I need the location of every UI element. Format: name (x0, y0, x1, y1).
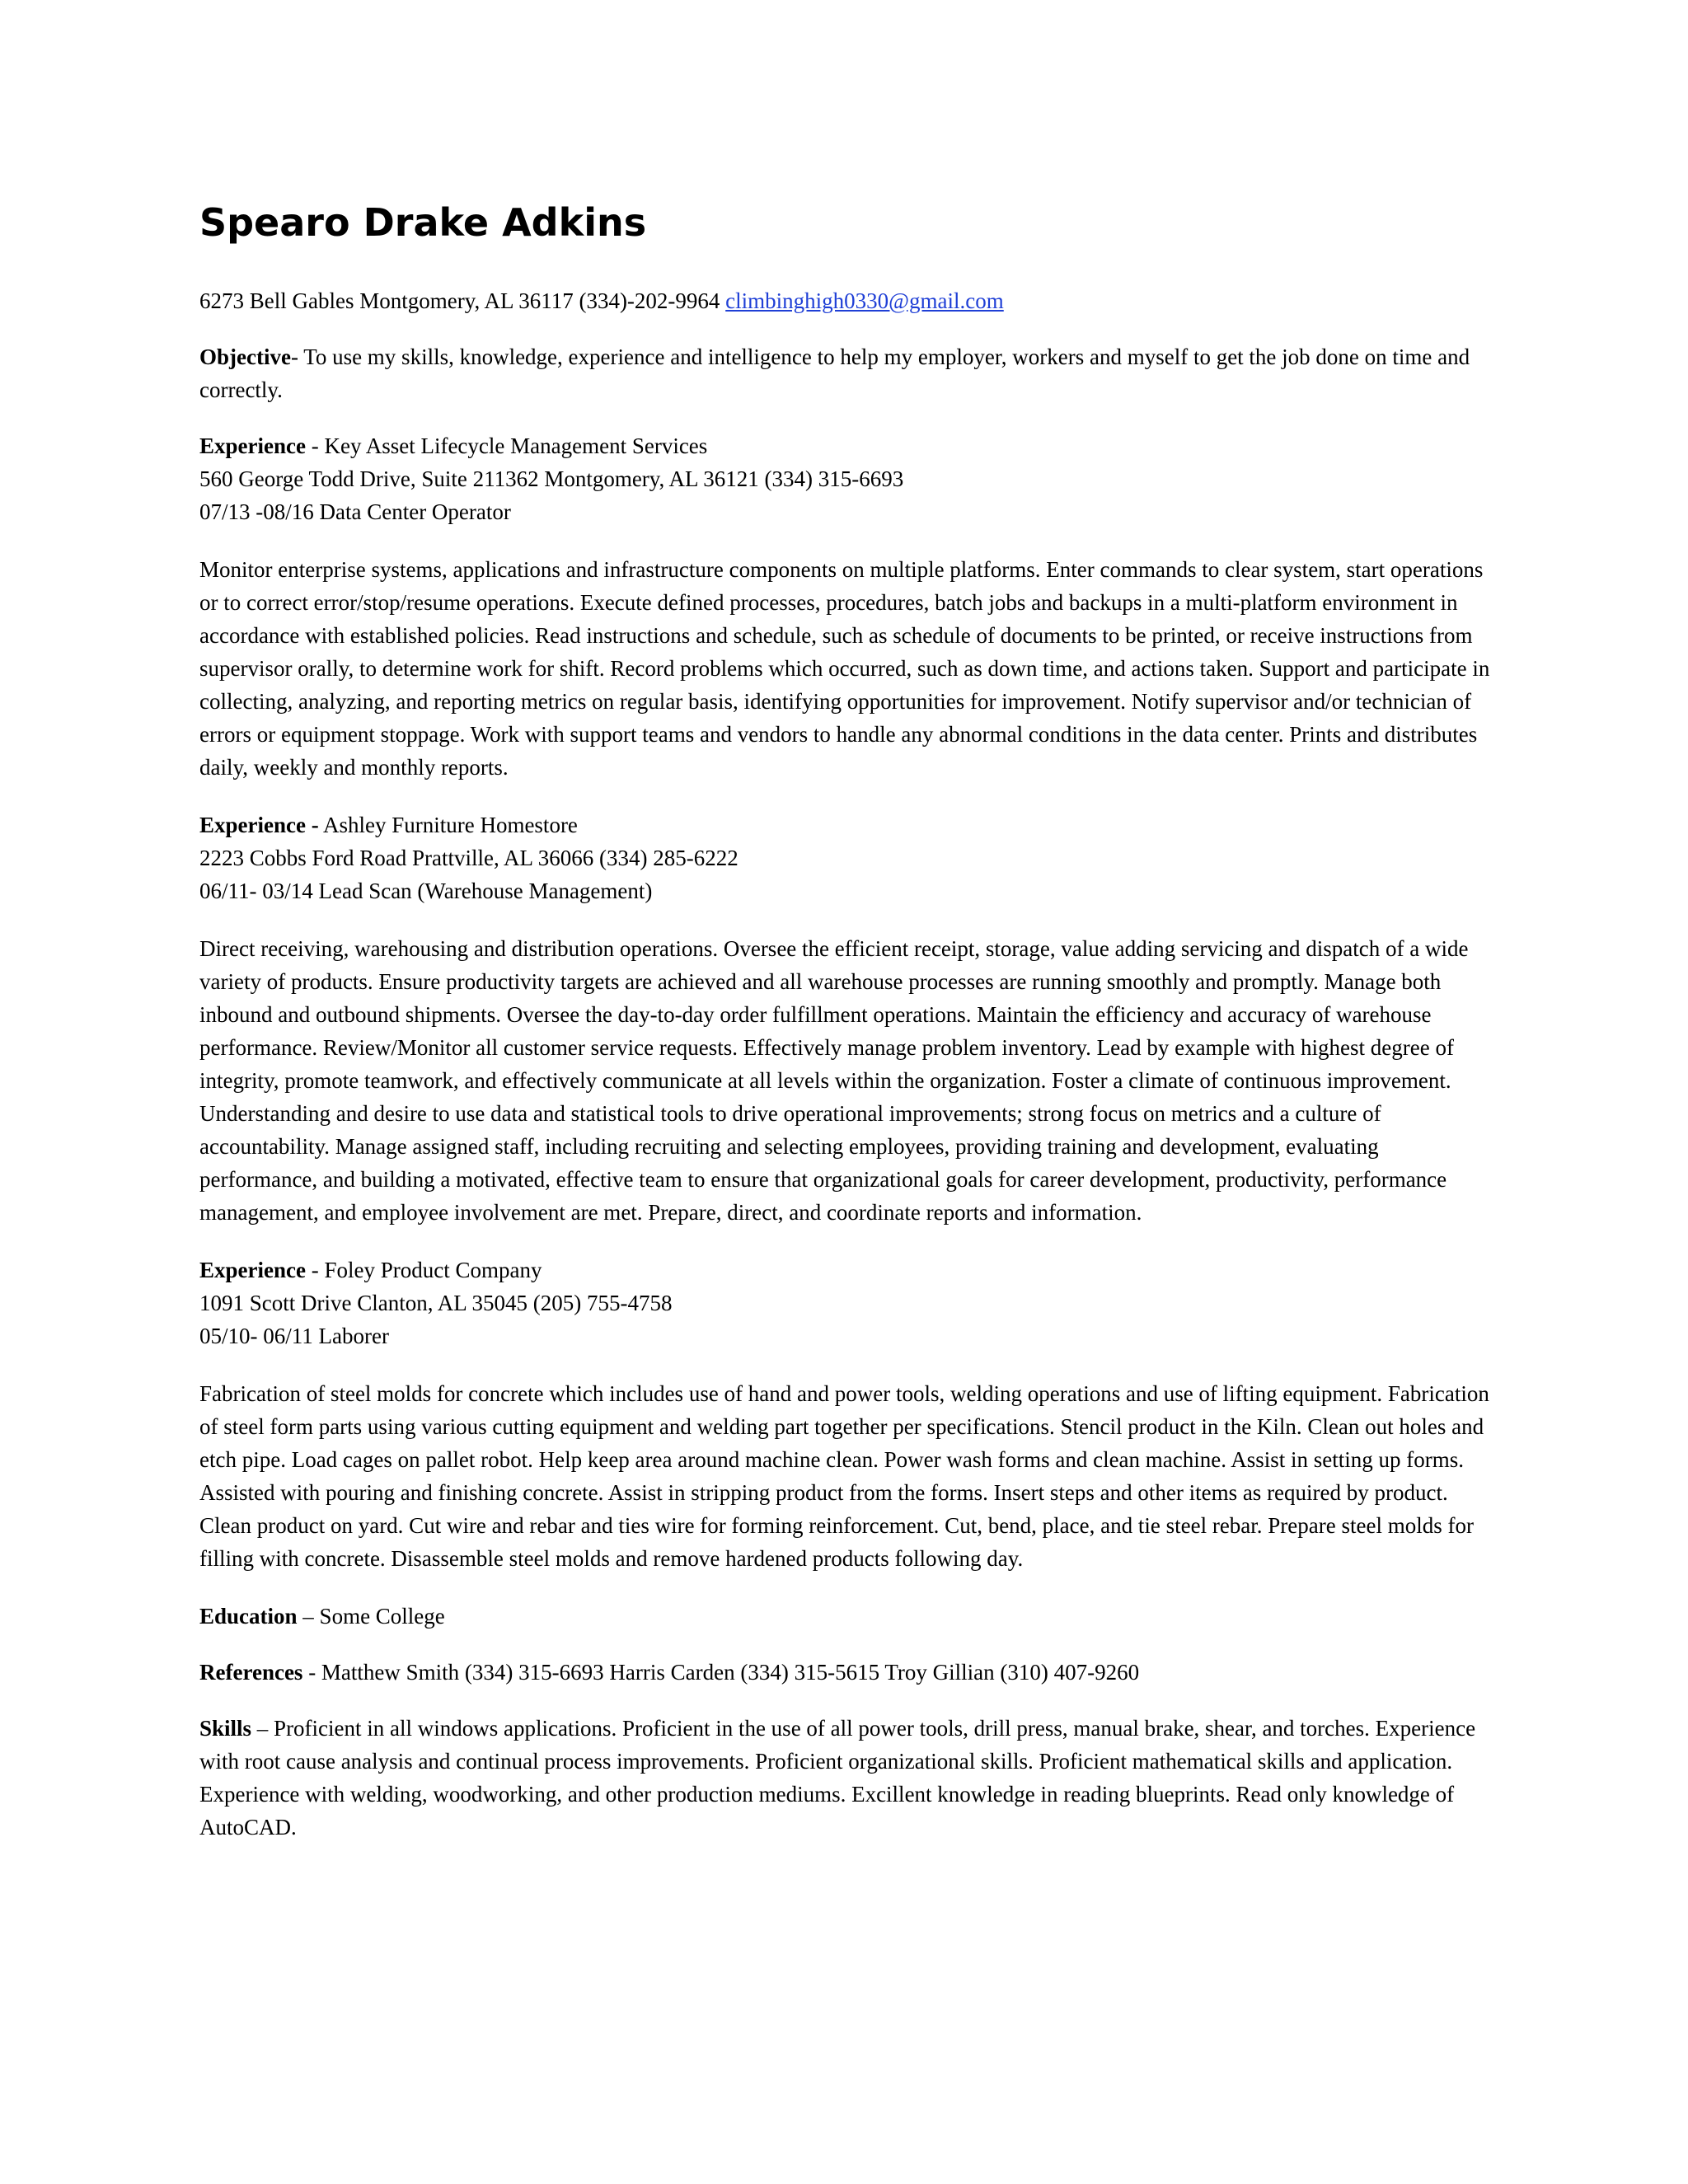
experience-label: Experience (199, 434, 306, 458)
applicant-name: Spearo Drake Adkins (199, 200, 647, 245)
contact-line (199, 284, 1498, 317)
objective-section (199, 340, 1498, 406)
resume-page (199, 198, 1498, 1867)
experience-dates-title: 06/11- 03/14 Lead Scan (Warehouse Management) (199, 879, 653, 903)
experience-address: 560 George Todd Drive, Suite 211362 Montgomery, AL 36121 (334) 315-6693 (199, 466, 904, 491)
experience-heading (199, 1254, 1498, 1286)
experience-description: Direct receiving, warehousing and distribution operations. Oversee the efficient receipt, storage, value adding servicing and dispatch of a wide variety of products. Ensure productivity targets are achieved and all warehouse processes are running smoothly and promptly. Manage both inbound and outbound shipments. Oversee the day-to-day order fulfillment operations. Maintain the efficiency and accuracy of warehouse performance. Review/Monitor all customer service requests. Effectively manage problem inventory. Lead by example with highest degree of integrity, promote teamwork, and effectively communicate at all levels within the organization. Foster a climate of continuous improvement. Understanding and desire to use data and statistical tools to drive operational improvements; strong focus on metrics and a culture of accountability. Manage assigned staff, including recruiting and selecting employees, providing training and development, evaluating performance, and building a motivated, effective team to ensure that organizational goals for career development, productivity, performance management, and employee involvement are met. Prepare, direct, and coordinate reports and information. (199, 936, 1469, 1225)
education-text: – Some College (297, 1604, 445, 1629)
experience-heading (199, 808, 1498, 841)
experience-label: Experience (199, 1258, 306, 1282)
experience-company: Foley Product Company (324, 1258, 542, 1282)
experience-company: Key Asset Lifecycle Management Services (324, 434, 708, 458)
email-link[interactable]: climbinghigh0330@gmail.com (725, 288, 1004, 313)
experience-section (199, 429, 1498, 784)
objective-text: - To use my skills, knowledge, experience and intelligence to help my employer, workers and myself to get the job done on time and correctly. (199, 344, 1470, 402)
contact-address-phone: 6273 Bell Gables Montgomery, AL 36117 (334)-202-9964 (199, 288, 726, 313)
experience-heading (199, 429, 1498, 462)
experience-section (199, 1254, 1498, 1575)
skills-text: – Proficient in all windows applications. Proficient in the use of all power tools, drill press, manual brake, shear, and torches. Experience with root cause analysis and continual process improvements. Proficient organizational skills. Proficient mathematical skills and application. Experience with welding, woodworking, and other production mediums. Excillent knowledge in reading blueprints. Read only knowledge of AutoCAD. (199, 1716, 1476, 1840)
education-section (199, 1600, 1498, 1633)
experience-separator: - (305, 1258, 325, 1282)
experience-description: Fabrication of steel molds for concrete which includes use of hand and power tools, welding operations and use of lifting equipment. Fabrication of steel form parts using various cutting equipment and welding part together per specifications. Stencil product in the Kiln. Clean out holes and etch pipe. Load cages on pallet robot. Help keep area around machine clean. Power wash forms and clean machine. Assist in setting up forms. Assisted with pouring and finishing concrete. Assist in stripping product from the forms. Insert steps and other items as required by product. Clean product on yard. Cut wire and rebar and ties wire for forming reinforcement. Cut, bend, place, and tie steel rebar. Prepare steel molds for filling with concrete. Disassemble steel molds and remove hardened products following day. (199, 1381, 1489, 1571)
education-label: Education (199, 1604, 298, 1629)
references-section (199, 1656, 1498, 1689)
experience-dates-title: 05/10- 06/11 Laborer (199, 1324, 389, 1348)
experience-description: Monitor enterprise systems, applications and infrastructure components on multiple platforms. Enter commands to clear system, start operations or to correct error/stop/resume operations. Execute defined processes, procedures, batch jobs and backups in a multi-platform environment in accordance with established policies. Read instructions and schedule, such as schedule of documents to be printed, or receive instructions from supervisor orally, to determine work for shift. Record problems which occurred, such as down time, and actions taken. Support and participate in collecting, analyzing, and reporting metrics on regular basis, identifying opportunities for improvement. Notify supervisor and/or technician of errors or equipment stoppage. Work with support teams and vendors to handle any abnormal conditions in the data center. Prints and distributes daily, weekly and monthly reports. (199, 557, 1490, 780)
experience-separator: - (305, 434, 325, 458)
skills-section (199, 1712, 1498, 1844)
experience-label: Experience - (199, 813, 319, 837)
experience-company: Ashley Furniture Homestore (322, 813, 578, 837)
objective-label: Objective (199, 344, 291, 369)
experience-dates-title: 07/13 -08/16 Data Center Operator (199, 499, 511, 524)
experience-section (199, 808, 1498, 1229)
experience-address: 2223 Cobbs Ford Road Prattville, AL 36066 (334) 285-6222 (199, 846, 738, 870)
references-label: References (199, 1660, 303, 1685)
experience-address: 1091 Scott Drive Clanton, AL 35045 (205) 755-4758 (199, 1291, 673, 1315)
references-text: - Matthew Smith (334) 315-6693 Harris Carden (334) 315-5615 Troy Gillian (310) 407-9260 (302, 1660, 1140, 1685)
skills-label: Skills (199, 1716, 252, 1741)
